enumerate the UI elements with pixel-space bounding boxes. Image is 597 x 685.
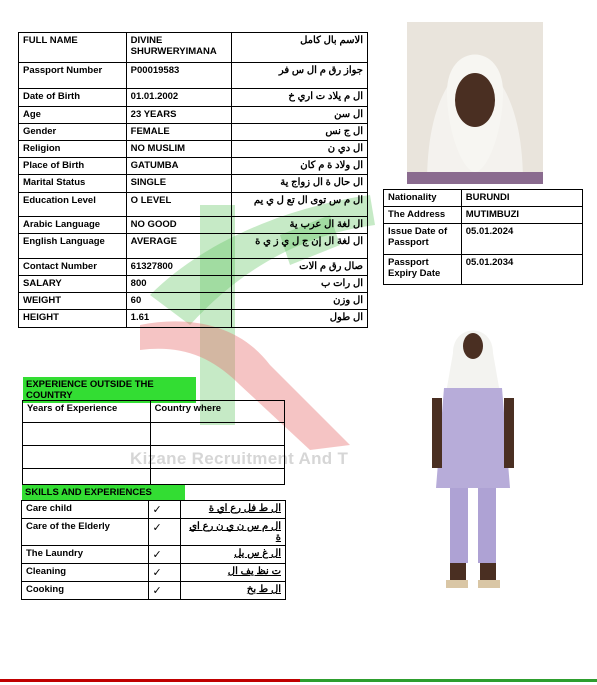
passport-label: Passport Expiry Date xyxy=(384,255,462,285)
personal-value: GATUMBA xyxy=(126,158,231,175)
check-icon: ✓ xyxy=(148,564,181,582)
passport-value: 05.01.2024 xyxy=(461,224,582,255)
passport-row xyxy=(384,255,583,285)
personal-label: Age xyxy=(19,107,127,124)
personal-info-table xyxy=(18,32,368,328)
watermark-text: Kizane Recruitment And T xyxy=(130,449,349,468)
personal-label: SALARY xyxy=(19,276,127,293)
skill-row xyxy=(22,501,286,519)
experience-column-country: Country where xyxy=(150,401,284,423)
experience-cell xyxy=(23,469,151,485)
passport-row xyxy=(384,224,583,255)
personal-label: Religion xyxy=(19,141,127,158)
personal-row xyxy=(19,276,368,293)
personal-row xyxy=(19,107,368,124)
personal-arabic: ال دي ن xyxy=(231,141,367,158)
skills-heading: SKILLS AND EXPERIENCES xyxy=(22,485,185,500)
personal-value: SINGLE xyxy=(126,175,231,193)
personal-row xyxy=(19,310,368,328)
personal-row xyxy=(19,63,368,89)
experience-cell xyxy=(150,423,284,446)
experience-cell xyxy=(150,446,284,469)
experience-cell xyxy=(23,423,151,446)
personal-value: NO MUSLIM xyxy=(126,141,231,158)
experience-heading: EXPERIENCE OUTSIDE THE COUNTRY xyxy=(23,377,196,403)
personal-label: Place of Birth xyxy=(19,158,127,175)
full-body-photo xyxy=(420,318,526,596)
passport-label: Nationality xyxy=(384,190,462,207)
personal-label: Arabic Language xyxy=(19,217,127,234)
check-icon: ✓ xyxy=(148,519,181,546)
skill-arabic: ال ط بخ xyxy=(181,582,286,600)
portrait-photo xyxy=(407,22,543,184)
personal-arabic: الاسم بال كامل xyxy=(231,33,367,63)
personal-row xyxy=(19,33,368,63)
passport-row xyxy=(384,190,583,207)
personal-label: Passport Number xyxy=(19,63,127,89)
experience-table xyxy=(22,400,285,485)
personal-arabic: ال رات ب xyxy=(231,276,367,293)
skill-row xyxy=(22,582,286,600)
skill-label: Cleaning xyxy=(22,564,149,582)
personal-label: Marital Status xyxy=(19,175,127,193)
personal-value: DIVINE SHURWERYIMANA xyxy=(126,33,231,63)
passport-label: The Address xyxy=(384,207,462,224)
passport-label: Issue Date of Passport xyxy=(384,224,462,255)
personal-arabic: ال م س توى ال تع ل ي يم xyxy=(231,193,367,217)
personal-value: P00019583 xyxy=(126,63,231,89)
personal-value: 60 xyxy=(126,293,231,310)
personal-arabic: ال ولاد ة م كان xyxy=(231,158,367,175)
personal-arabic: ال ج نس xyxy=(231,124,367,141)
personal-arabic: ال سن xyxy=(231,107,367,124)
skill-arabic: ال م س ن ي ن رع اي ة xyxy=(181,519,286,546)
personal-row xyxy=(19,124,368,141)
personal-label: Education Level xyxy=(19,193,127,217)
skill-row xyxy=(22,519,286,546)
personal-value: AVERAGE xyxy=(126,234,231,259)
personal-row xyxy=(19,89,368,107)
personal-arabic: ال طول xyxy=(231,310,367,328)
skills-table xyxy=(21,500,286,600)
skill-arabic: ت نظ يف ال xyxy=(181,564,286,582)
personal-arabic: صال رق م الات xyxy=(231,259,367,276)
personal-value: O LEVEL xyxy=(126,193,231,217)
personal-row xyxy=(19,158,368,175)
experience-cell xyxy=(23,446,151,469)
footer-bar-green xyxy=(300,679,597,682)
experience-column-years: Years of Experience xyxy=(23,401,151,423)
personal-arabic: ال لغة ال إن ج ل ي ز ي ة xyxy=(231,234,367,259)
footer-bar-red xyxy=(0,679,300,682)
skill-arabic: ال ط فل رع اي ة xyxy=(181,501,286,519)
personal-label: FULL NAME xyxy=(19,33,127,63)
personal-arabic: ال وزن xyxy=(231,293,367,310)
personal-row xyxy=(19,217,368,234)
check-icon: ✓ xyxy=(148,582,181,600)
personal-value: NO GOOD xyxy=(126,217,231,234)
personal-value: FEMALE xyxy=(126,124,231,141)
personal-label: HEIGHT xyxy=(19,310,127,328)
personal-value: 800 xyxy=(126,276,231,293)
passport-value: 05.01.2034 xyxy=(461,255,582,285)
personal-row xyxy=(19,293,368,310)
personal-label: Contact Number xyxy=(19,259,127,276)
personal-row xyxy=(19,234,368,259)
personal-value: 61327800 xyxy=(126,259,231,276)
personal-arabic: ال لغة ال عرب ية xyxy=(231,217,367,234)
personal-arabic: ال م يلاد ت اري خ xyxy=(231,89,367,107)
passport-row xyxy=(384,207,583,224)
passport-value: BURUNDI xyxy=(461,190,582,207)
skill-label: Care of the Elderly xyxy=(22,519,149,546)
personal-row xyxy=(19,193,368,217)
personal-label: Date of Birth xyxy=(19,89,127,107)
personal-row xyxy=(19,175,368,193)
personal-arabic: جواز رق م ال س فر xyxy=(231,63,367,89)
skill-label: The Laundry xyxy=(22,546,149,564)
check-icon: ✓ xyxy=(148,546,181,564)
experience-cell xyxy=(150,469,284,485)
skill-row xyxy=(22,564,286,582)
personal-label: WEIGHT xyxy=(19,293,127,310)
skill-label: Cooking xyxy=(22,582,149,600)
personal-value: 23 YEARS xyxy=(126,107,231,124)
personal-label: Gender xyxy=(19,124,127,141)
personal-arabic: ال حال ة ال زواج ية xyxy=(231,175,367,193)
personal-label: English Language xyxy=(19,234,127,259)
skill-arabic: ال غ س يل xyxy=(181,546,286,564)
skill-row xyxy=(22,546,286,564)
passport-value: MUTIMBUZI xyxy=(461,207,582,224)
personal-value: 01.01.2002 xyxy=(126,89,231,107)
personal-row xyxy=(19,141,368,158)
skill-label: Care child xyxy=(22,501,149,519)
personal-value: 1.61 xyxy=(126,310,231,328)
passport-info-table xyxy=(383,189,583,285)
personal-row xyxy=(19,259,368,276)
check-icon: ✓ xyxy=(148,501,181,519)
